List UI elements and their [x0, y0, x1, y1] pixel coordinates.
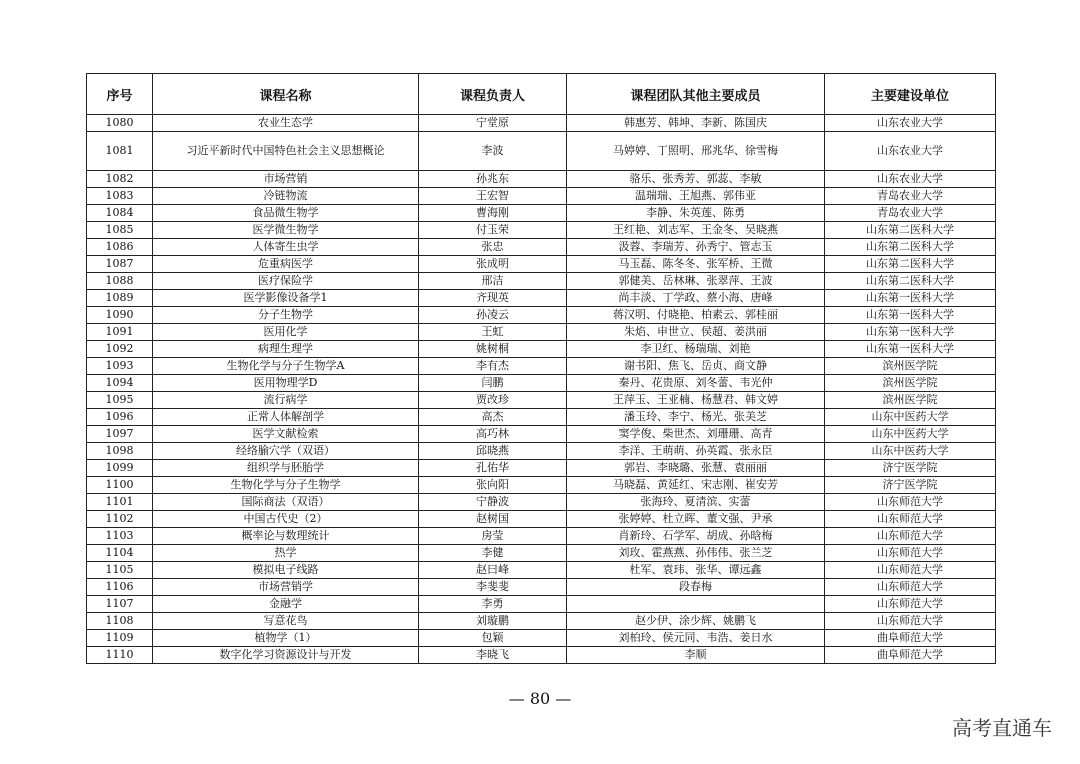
- course-lead-cell: 姚树桐: [419, 341, 567, 358]
- course-name-cell: 食品微生物学: [153, 205, 419, 222]
- team-members-cell: 肖新玲、石学军、胡成、孙晗梅: [567, 528, 825, 545]
- row-index-cell: 1098: [87, 443, 153, 460]
- course-name-cell: 生物化学与分子生物学: [153, 477, 419, 494]
- course-lead-cell: 李勇: [419, 596, 567, 613]
- institution-cell: 滨州医学院: [825, 392, 996, 409]
- course-lead-cell: 赵树国: [419, 511, 567, 528]
- table-row: [87, 562, 996, 579]
- course-lead-cell: 付玉荣: [419, 222, 567, 239]
- course-lead-cell: 贾改珍: [419, 392, 567, 409]
- table-row: [87, 647, 996, 664]
- team-members-cell: 赵少伊、涂少辉、姚鹏飞: [567, 613, 825, 630]
- course-name-cell: 医学文献检索: [153, 426, 419, 443]
- team-members-cell: 王萍玉、王亚楠、杨慧君、韩文婷: [567, 392, 825, 409]
- table-row: [87, 273, 996, 290]
- table-row: [87, 426, 996, 443]
- table-row: [87, 358, 996, 375]
- header-cell-team-members: 课程团队其他主要成员: [567, 74, 825, 115]
- course-name-cell: 医学微生物学: [153, 222, 419, 239]
- table-row: [87, 205, 996, 222]
- row-index-cell: 1089: [87, 290, 153, 307]
- course-lead-cell: 李波: [419, 132, 567, 171]
- course-name-cell: 经络腧穴学（双语）: [153, 443, 419, 460]
- table-row: [87, 613, 996, 630]
- table-row: [87, 511, 996, 528]
- table-row: [87, 477, 996, 494]
- institution-cell: 山东第一医科大学: [825, 307, 996, 324]
- row-index-cell: 1087: [87, 256, 153, 273]
- institution-cell: 山东农业大学: [825, 132, 996, 171]
- course-name-cell: 医学影像设备学1: [153, 290, 419, 307]
- row-index-cell: 1108: [87, 613, 153, 630]
- table-row: [87, 290, 996, 307]
- table-row: [87, 239, 996, 256]
- institution-cell: 滨州医学院: [825, 358, 996, 375]
- team-members-cell: 李静、朱英莲、陈勇: [567, 205, 825, 222]
- course-lead-cell: 宁静波: [419, 494, 567, 511]
- team-members-cell: 朱焰、申世立、侯超、姜洪丽: [567, 324, 825, 341]
- institution-cell: 滨州医学院: [825, 375, 996, 392]
- course-name-cell: 医用化学: [153, 324, 419, 341]
- institution-cell: 曲阜师范大学: [825, 647, 996, 664]
- course-name-cell: 概率论与数理统计: [153, 528, 419, 545]
- course-lead-cell: 高杰: [419, 409, 567, 426]
- row-index-cell: 1103: [87, 528, 153, 545]
- row-index-cell: 1100: [87, 477, 153, 494]
- team-members-cell: 郭健美、岳林琳、张翠萍、王波: [567, 273, 825, 290]
- team-members-cell: 骆乐、张秀芳、郭蕊、李敏: [567, 171, 825, 188]
- table-row: [87, 256, 996, 273]
- team-members-cell: 窦学俊、柴世杰、刘珊珊、高青: [567, 426, 825, 443]
- course-lead-cell: 邱晓燕: [419, 443, 567, 460]
- course-lead-cell: 李斐斐: [419, 579, 567, 596]
- course-lead-cell: 张忠: [419, 239, 567, 256]
- table-row: [87, 307, 996, 324]
- institution-cell: 山东中医药大学: [825, 443, 996, 460]
- course-lead-cell: 李有杰: [419, 358, 567, 375]
- team-members-cell: 刘柏玲、侯元同、韦浩、姜日水: [567, 630, 825, 647]
- course-name-cell: 组织学与胚胎学: [153, 460, 419, 477]
- institution-cell: 山东第一医科大学: [825, 324, 996, 341]
- course-lead-cell: 邢洁: [419, 273, 567, 290]
- course-lead-cell: 刘璇鹏: [419, 613, 567, 630]
- course-lead-cell: 孔佑华: [419, 460, 567, 477]
- course-name-cell: 农业生态学: [153, 115, 419, 132]
- table-row: [87, 460, 996, 477]
- institution-cell: 山东中医药大学: [825, 426, 996, 443]
- team-members-cell: 张海玲、夏清滨、实蕾: [567, 494, 825, 511]
- institution-cell: 山东农业大学: [825, 171, 996, 188]
- table-row: [87, 188, 996, 205]
- institution-cell: 山东师范大学: [825, 494, 996, 511]
- row-index-cell: 1088: [87, 273, 153, 290]
- course-lead-cell: 李晓飞: [419, 647, 567, 664]
- course-name-cell: 医用物理学D: [153, 375, 419, 392]
- team-members-cell: 李卫红、杨瑞瑞、刘艳: [567, 341, 825, 358]
- course-lead-cell: 包颖: [419, 630, 567, 647]
- course-lead-cell: 曹海刚: [419, 205, 567, 222]
- course-lead-cell: 孙凌云: [419, 307, 567, 324]
- team-members-cell: [567, 596, 825, 613]
- course-name-cell: 国际商法（双语）: [153, 494, 419, 511]
- row-index-cell: 1107: [87, 596, 153, 613]
- row-index-cell: 1084: [87, 205, 153, 222]
- course-lead-cell: 张向阳: [419, 477, 567, 494]
- institution-cell: 山东师范大学: [825, 545, 996, 562]
- page-number: — 80 —: [508, 689, 572, 708]
- row-index-cell: 1091: [87, 324, 153, 341]
- team-members-cell: 温瑞瑞、王旭燕、郭伟亚: [567, 188, 825, 205]
- course-lead-cell: 王宏智: [419, 188, 567, 205]
- watermark-text: 高考直通车: [952, 716, 1052, 740]
- team-members-cell: 谢书阳、焦飞、岳贞、商文静: [567, 358, 825, 375]
- row-index-cell: 1092: [87, 341, 153, 358]
- team-members-cell: 王红艳、刘志军、王金冬、吴晓燕: [567, 222, 825, 239]
- table-row: [87, 596, 996, 613]
- course-name-cell: 模拟电子线路: [153, 562, 419, 579]
- team-members-cell: 马玉磊、陈冬冬、张军桥、王微: [567, 256, 825, 273]
- institution-cell: 山东师范大学: [825, 596, 996, 613]
- course-name-cell: 写意花鸟: [153, 613, 419, 630]
- course-name-cell: 生物化学与分子生物学A: [153, 358, 419, 375]
- table-row: [87, 392, 996, 409]
- header-cell-institution: 主要建设单位: [825, 74, 996, 115]
- course-name-cell: 正常人体解剖学: [153, 409, 419, 426]
- table-body: [87, 115, 996, 664]
- team-members-cell: 张婷婷、杜立晖、董文强、尹承: [567, 511, 825, 528]
- row-index-cell: 1110: [87, 647, 153, 664]
- row-index-cell: 1093: [87, 358, 153, 375]
- table-row: [87, 443, 996, 460]
- institution-cell: 济宁医学院: [825, 460, 996, 477]
- table-row: [87, 630, 996, 647]
- team-members-cell: 李顺: [567, 647, 825, 664]
- course-name-cell: 流行病学: [153, 392, 419, 409]
- institution-cell: 济宁医学院: [825, 477, 996, 494]
- course-name-cell: 市场营销: [153, 171, 419, 188]
- institution-cell: 山东第一医科大学: [825, 341, 996, 358]
- course-lead-cell: 高巧林: [419, 426, 567, 443]
- team-members-cell: 秦丹、花贵原、刘冬蕾、韦光仲: [567, 375, 825, 392]
- row-index-cell: 1094: [87, 375, 153, 392]
- course-lead-cell: 孙兆东: [419, 171, 567, 188]
- row-index-cell: 1096: [87, 409, 153, 426]
- table-row: [87, 579, 996, 596]
- team-members-cell: 马婷婷、丁照明、邢兆华、徐雪梅: [567, 132, 825, 171]
- course-lead-cell: 王虹: [419, 324, 567, 341]
- course-lead-cell: 李健: [419, 545, 567, 562]
- row-index-cell: 1080: [87, 115, 153, 132]
- course-name-cell: 病理生理学: [153, 341, 419, 358]
- course-name-cell: 人体寄生虫学: [153, 239, 419, 256]
- institution-cell: 山东师范大学: [825, 562, 996, 579]
- row-index-cell: 1109: [87, 630, 153, 647]
- table-header-row: [87, 74, 996, 115]
- row-index-cell: 1085: [87, 222, 153, 239]
- course-name-cell: 中国古代史（2）: [153, 511, 419, 528]
- row-index-cell: 1083: [87, 188, 153, 205]
- header-cell-index: 序号: [87, 74, 153, 115]
- header-cell-course-lead: 课程负责人: [419, 74, 567, 115]
- institution-cell: 山东师范大学: [825, 613, 996, 630]
- team-members-cell: 郭岩、李晓璐、张慧、袁丽丽: [567, 460, 825, 477]
- team-members-cell: 汲蓉、李瑞芳、孙秀宁、管志玉: [567, 239, 825, 256]
- row-index-cell: 1086: [87, 239, 153, 256]
- team-members-cell: 尚丰淡、丁学政、蔡小海、唐峰: [567, 290, 825, 307]
- table-row: [87, 324, 996, 341]
- row-index-cell: 1104: [87, 545, 153, 562]
- course-lead-cell: 房莹: [419, 528, 567, 545]
- course-name-cell: 植物学（1）: [153, 630, 419, 647]
- table-row: [87, 375, 996, 392]
- row-index-cell: 1097: [87, 426, 153, 443]
- team-members-cell: 马晓磊、黄延红、宋志刚、崔安芳: [567, 477, 825, 494]
- course-lead-cell: 张成明: [419, 256, 567, 273]
- institution-cell: 曲阜师范大学: [825, 630, 996, 647]
- table-row: [87, 132, 996, 171]
- institution-cell: 山东师范大学: [825, 511, 996, 528]
- institution-cell: 山东第二医科大学: [825, 273, 996, 290]
- course-lead-cell: 闫鹏: [419, 375, 567, 392]
- table-row: [87, 528, 996, 545]
- course-name-cell: 冷链物流: [153, 188, 419, 205]
- team-members-cell: 杜军、袁玮、张华、谭远鑫: [567, 562, 825, 579]
- course-table: [86, 73, 996, 664]
- course-lead-cell: 齐现英: [419, 290, 567, 307]
- institution-cell: 山东第一医科大学: [825, 290, 996, 307]
- institution-cell: 山东师范大学: [825, 579, 996, 596]
- row-index-cell: 1095: [87, 392, 153, 409]
- course-name-cell: 金融学: [153, 596, 419, 613]
- institution-cell: 山东第二医科大学: [825, 239, 996, 256]
- institution-cell: 山东中医药大学: [825, 409, 996, 426]
- course-name-cell: 分子生物学: [153, 307, 419, 324]
- team-members-cell: 韩惠芳、韩坤、李新、陈国庆: [567, 115, 825, 132]
- row-index-cell: 1105: [87, 562, 153, 579]
- table-row: [87, 171, 996, 188]
- institution-cell: 青岛农业大学: [825, 188, 996, 205]
- team-members-cell: 蒋汉明、付晓艳、柏素云、郭桂丽: [567, 307, 825, 324]
- row-index-cell: 1102: [87, 511, 153, 528]
- table-row: [87, 494, 996, 511]
- course-name-cell: 医疗保险学: [153, 273, 419, 290]
- table-row: [87, 545, 996, 562]
- team-members-cell: 潘玉玲、李宁、杨光、张美芝: [567, 409, 825, 426]
- course-name-cell: 习近平新时代中国特色社会主义思想概论: [153, 132, 419, 171]
- course-name-cell: 危重病医学: [153, 256, 419, 273]
- institution-cell: 山东第二医科大学: [825, 256, 996, 273]
- institution-cell: 山东农业大学: [825, 115, 996, 132]
- institution-cell: 山东第二医科大学: [825, 222, 996, 239]
- team-members-cell: 段春梅: [567, 579, 825, 596]
- table-row: [87, 222, 996, 239]
- header-cell-course-name: 课程名称: [153, 74, 419, 115]
- row-index-cell: 1099: [87, 460, 153, 477]
- team-members-cell: 刘玫、霍燕燕、孙伟伟、张兰芝: [567, 545, 825, 562]
- row-index-cell: 1090: [87, 307, 153, 324]
- course-name-cell: 市场营销学: [153, 579, 419, 596]
- table-row: [87, 341, 996, 358]
- institution-cell: 山东师范大学: [825, 528, 996, 545]
- row-index-cell: 1082: [87, 171, 153, 188]
- team-members-cell: 李洋、王萌萌、孙英霞、张永臣: [567, 443, 825, 460]
- row-index-cell: 1101: [87, 494, 153, 511]
- course-name-cell: 热学: [153, 545, 419, 562]
- course-lead-cell: 赵曰峰: [419, 562, 567, 579]
- table-row: [87, 115, 996, 132]
- course-name-cell: 数字化学习资源设计与开发: [153, 647, 419, 664]
- row-index-cell: 1081: [87, 132, 153, 171]
- row-index-cell: 1106: [87, 579, 153, 596]
- course-lead-cell: 宁堂原: [419, 115, 567, 132]
- institution-cell: 青岛农业大学: [825, 205, 996, 222]
- table-row: [87, 409, 996, 426]
